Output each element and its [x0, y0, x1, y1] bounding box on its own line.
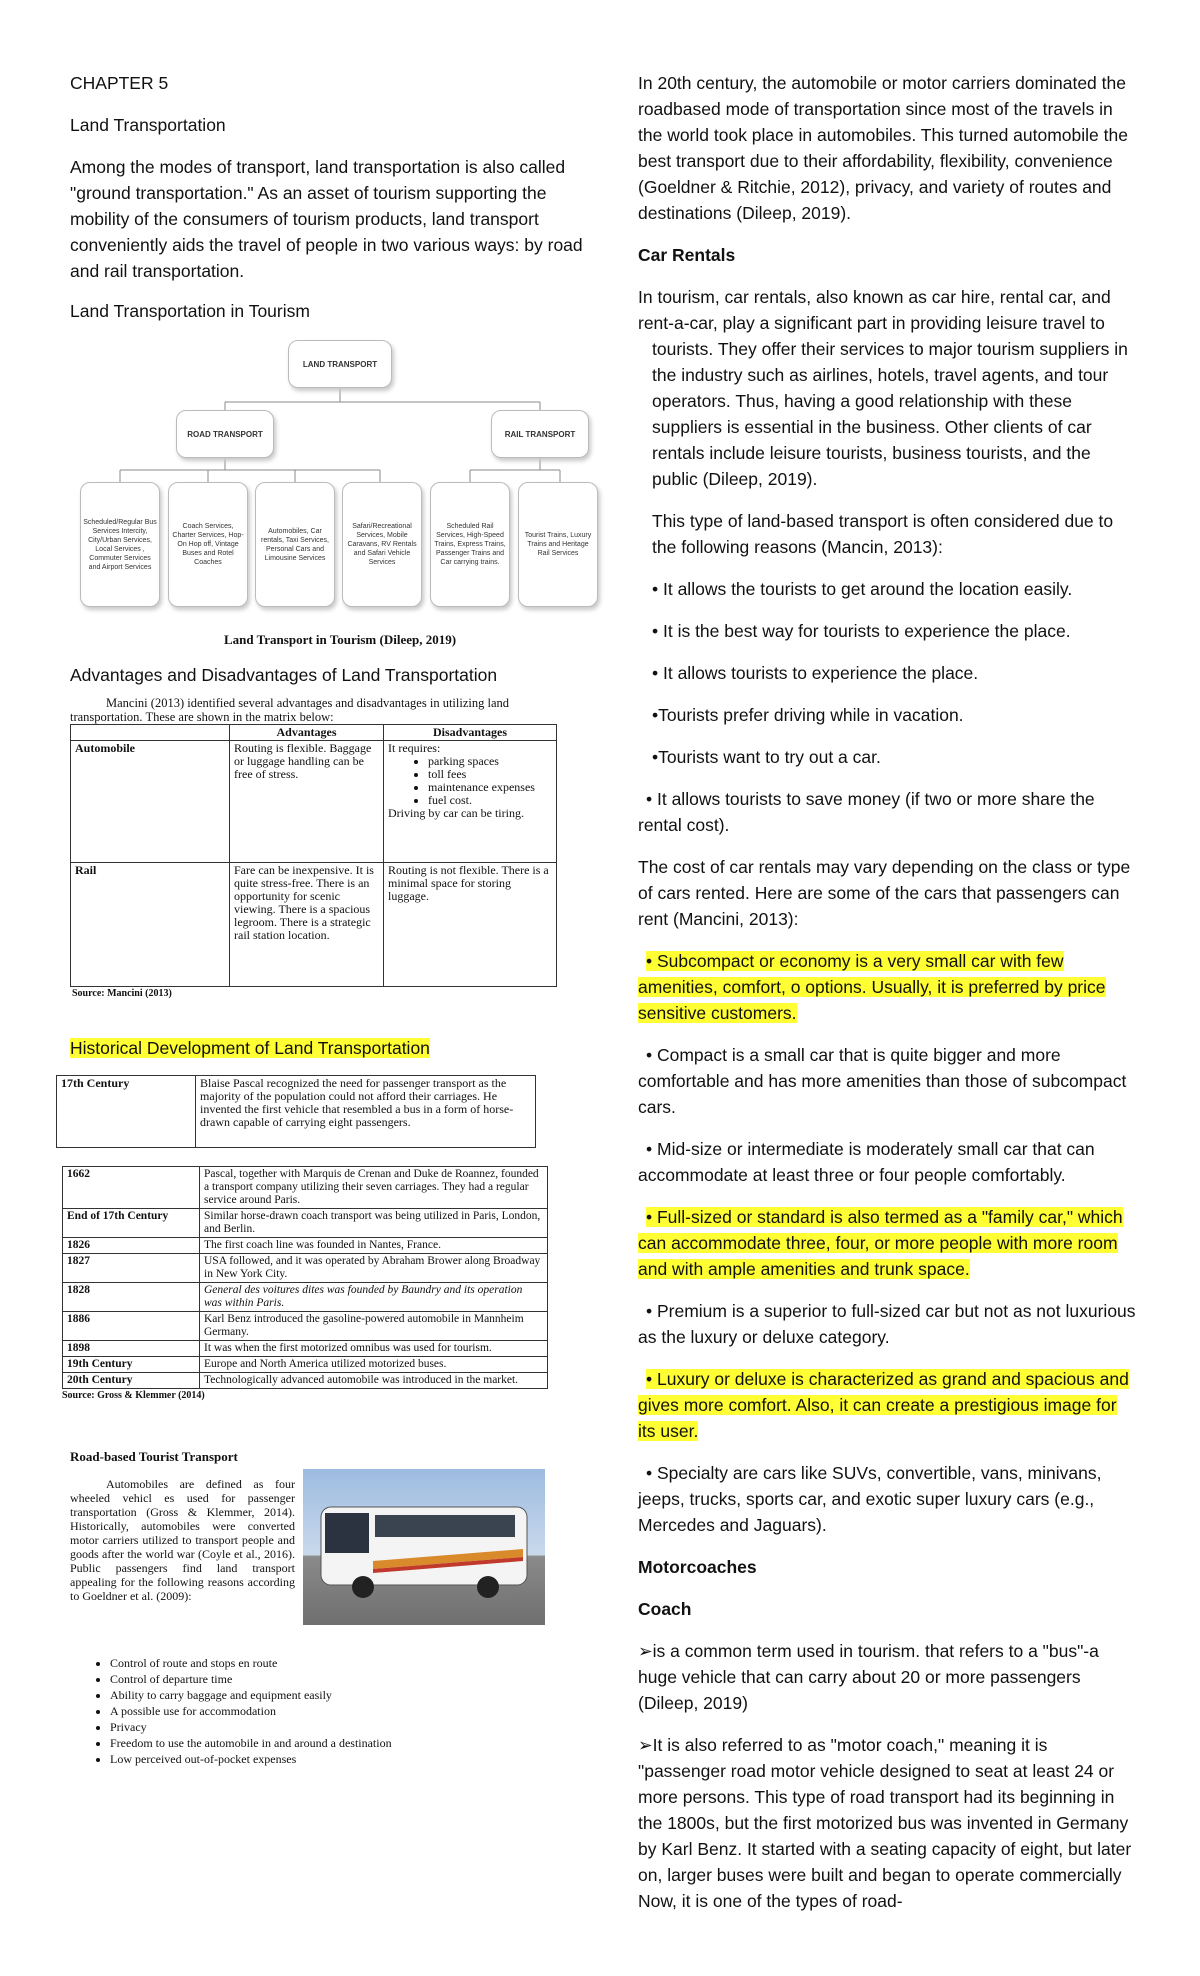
list-item: • fuel cost.: [428, 794, 552, 807]
rail-transport-node: RAIL TRANSPORT: [491, 410, 589, 458]
list-item: • Control of departure time: [110, 1671, 610, 1687]
reason-item: • It allows tourists to save money (if two or more share the rental cost).: [638, 789, 1095, 835]
reason-item: •Tourists prefer driving while in vacation.: [652, 705, 964, 725]
list-item: • Low perceived out-of-pocket expenses: [110, 1751, 610, 1767]
car-type-fullsize: • Full-sized or standard is also termed as a "family car," which can accommodate three, four, or more people with more room and with ample amenities and trunk space.: [638, 1207, 1123, 1279]
rail-advantages: Fare can be inexpensive. It is quite stress-free. There is an opportunity for scenic viewing. There is a spacious legroom. There is a strategic rail station location.: [230, 863, 384, 987]
list-item: • Control of route and stops en route: [110, 1655, 610, 1671]
history-text: It was when the first motorized omnibus was used for tourism.: [200, 1341, 548, 1357]
history-text: Karl Benz introduced the gasoline-powered automobile in Mannheim Germany.: [200, 1312, 548, 1341]
org-leaf: Scheduled Rail Services, High-Speed Trains, Express Trains, Passenger Trains and Car carrying trains.: [430, 482, 510, 607]
automobile-paragraph: In 20th century, the automobile or motor carriers dominated the roadbased mode of transportation since most of the travels in the world took place in automobiles. This turned automobile the best transport due to their affordability, flexibility, convenience (Goeldner & Ritchie, 2012), privacy, and variety of routes and destinations (Dileep, 2019).: [638, 73, 1128, 223]
history-label: 1826: [63, 1238, 200, 1254]
dis-end: Driving by car can be tiring.: [388, 806, 524, 820]
history-text: The first coach line was founded in Nantes, France.: [200, 1238, 548, 1254]
tourism-heading: Land Transportation in Tourism: [70, 301, 310, 321]
coach-paragraph-1: ➢is a common term used in tourism. that refers to a "bus"-a huge vehicle that can carry about 20 or more passengers (Dileep, 2019): [638, 1641, 1099, 1713]
car-rentals-heading: Car Rentals: [638, 245, 736, 265]
road-transport-node: ROAD TRANSPORT: [176, 410, 274, 458]
road-heading: Road-based Tourist Transport: [70, 1449, 238, 1464]
reason-item: • It allows the tourists to get around the location easily.: [652, 579, 1073, 599]
history-label: 1662: [63, 1167, 200, 1209]
adv-disadv-table: [70, 724, 557, 987]
motorcoaches-heading: Motorcoaches: [638, 1557, 757, 1577]
reason-item: •Tourists want to try out a car.: [652, 747, 881, 767]
adv-intro: Mancini (2013) identified several advantages and disadvantages in utilizing land transportation. These are shown in the matrix below:: [70, 696, 510, 724]
org-leaf: Scheduled/Regular Bus Services Intercity, City/Urban Services, Local Services , Commuter Services and Airport Services: [80, 482, 160, 607]
land-transport-org-chart: [70, 332, 610, 662]
history-table: [62, 1166, 548, 1389]
list-item: • Freedom to use the automobile in and around a destination: [110, 1735, 610, 1751]
org-leaf: Tourist Trains, Luxury Trains and Heritage Rail Services: [518, 482, 598, 607]
history-label: 20th Century: [63, 1373, 200, 1389]
automobile-advantages: Routing is flexible. Baggage or luggage handling can be free of stress.: [230, 741, 384, 863]
history-label: 1898: [63, 1341, 200, 1357]
tourist-coach-photo: [303, 1469, 545, 1625]
reason-item: • It allows tourists to experience the place.: [652, 663, 979, 683]
history-table-17th: [56, 1075, 536, 1148]
car-rentals-paragraph: In tourism, car rentals, also known as car hire, rental car, and rent-a-car, play a significant part in providing leisure travel to: [638, 287, 1111, 333]
history-text: Pascal, together with Marquis de Crenan and Duke de Roannez, founded a transport company utilizing their seven carriages. They had a regular service around Paris.: [200, 1167, 548, 1209]
org-leaf: Automobiles, Car rentals, Taxi Services, Personal Cars and Limousine Services: [255, 482, 335, 607]
land-transport-node: LAND TRANSPORT: [288, 340, 392, 388]
list-item: • Ability to carry baggage and equipment easily: [110, 1687, 610, 1703]
org-chart-caption: Land Transport in Tourism (Dileep, 2019): [223, 632, 457, 647]
history-text: General des voitures dites was founded by Baundry and its operation was within Paris.: [200, 1283, 548, 1312]
history-text: Europe and North America utilized motorized buses.: [200, 1357, 548, 1373]
car-type-compact: • Compact is a small car that is quite bigger and more comfortable and has more amenities than those of subcompact cars.: [638, 1045, 1127, 1117]
list-item: • maintenance expenses: [428, 781, 552, 794]
history-label: 19th Century: [63, 1357, 200, 1373]
coach-heading: Coach: [638, 1599, 692, 1619]
car-type-midsize: • Mid-size or intermediate is moderately small car that can accommodate at least three or four people comfortably.: [638, 1139, 1095, 1185]
road-text: Automobiles are defined as four wheeled vehicl es used for passenger transportation (Gross & Klemmer, 2014). Historically, automobiles were converted motor carriers utilized to transport people and goods after the world war (Coyle et al., 2016). Public passengers find land transport appealing for the following reasons according to Goeldner et al. (2009):: [70, 1477, 295, 1603]
car-type-luxury: • Luxury or deluxe is characterized as grand and spacious and gives more comfort. Also, it can create a prestigious image for its user.: [638, 1369, 1129, 1441]
reason-item: • It is the best way for tourists to experience the place.: [652, 621, 1071, 641]
history-text: Technologically advanced automobile was introduced in the market.: [200, 1373, 548, 1389]
car-type-premium: • Premium is a superior to full-sized car but not as not luxurious as the luxury or deluxe category.: [638, 1301, 1136, 1347]
adv-heading: Advantages and Disadvantages of Land Transportation: [70, 665, 498, 685]
table-source: Source: Mancini (2013): [72, 988, 172, 999]
history-label: End of 17th Century: [63, 1209, 200, 1238]
page-title: Land Transportation: [70, 115, 226, 135]
history-label: 1828: [63, 1283, 200, 1312]
history-label: 1886: [63, 1312, 200, 1341]
history-label: 1827: [63, 1254, 200, 1283]
table-header: [71, 725, 230, 741]
car-type-subcompact: • Subcompact or economy is a very small car with few amenities, comfort, o options. Usually, it is preferred by price sensitive customers.: [638, 951, 1106, 1023]
row-label-rail: Rail: [71, 863, 230, 987]
road-reasons-list: [70, 1655, 610, 1767]
history-source: Source: Gross & Klemmer (2014): [62, 1390, 205, 1401]
road-based-section: [70, 1449, 610, 1649]
history-label: 17th Century: [57, 1076, 196, 1148]
table-header: Advantages: [230, 725, 384, 741]
rail-disadvantages: Routing is not flexible. There is a minimal space for storing luggage.: [384, 863, 557, 987]
table-header: Disadvantages: [384, 725, 557, 741]
bus-icon: [303, 1469, 545, 1625]
coach-paragraph-2: ➢It is also referred to as "motor coach," meaning it is "passenger road motor vehicle designed to seat at least 24 or more persons. This type of road transport had its beginning in the 1800s, but the first motorized bus was invented in Germany by Karl Benz. It started with a seating capacity of eight, but later on, larger buses were built and began to operate commercially Now, it is one of the types of road-: [638, 1735, 1132, 1911]
reasons-intro: This type of land-based transport is often considered due to the following reasons (Mancin, 2013):: [652, 511, 1114, 557]
chapter-label: CHAPTER 5: [70, 73, 169, 93]
history-heading: Historical Development of Land Transportation: [70, 1038, 430, 1058]
list-item: • parking spaces: [428, 755, 552, 768]
left-column: [61, 70, 610, 1767]
row-label-automobile: Automobile: [71, 741, 230, 863]
org-leaf: Safari/Recreational Services, Mobile Caravans, RV Rentals and Safari Vehicle Services: [342, 482, 422, 607]
dis-intro: It requires:: [388, 741, 441, 755]
automobile-disadvantages: [384, 741, 557, 863]
car-rentals-paragraph-cont: tourists. They offer their services to major tourism suppliers in the industry such as airlines, hotels, travel agents, and tour operators. Thus, having a good relationship with these suppliers is essential in the business. Other clients of car rentals include leisure tourists, business tourists, and the public (Dileep, 2019).: [652, 339, 1128, 489]
intro-paragraph: Among the modes of transport, land transportation is also called "ground transportation." As an asset of tourism supporting the mobility of the consumers of tourism products, land transport conveniently aids the travel of people in two various ways: by road and rail transportation.: [70, 157, 583, 281]
history-text: USA followed, and it was operated by Abraham Brower along Broadway in New York City.: [200, 1254, 548, 1283]
right-column: [638, 70, 1138, 1930]
org-leaf: Coach Services, Charter Services, Hop-On Hop off, Vintage Buses and Rotel Coaches: [168, 482, 248, 607]
history-text: Similar horse-drawn coach transport was being utilized in Paris, London, and Berlin.: [200, 1209, 548, 1238]
car-cost-paragraph: The cost of car rentals may vary depending on the class or type of cars rented. Here are some of the cars that passengers can rent (Mancini, 2013):: [638, 857, 1131, 929]
history-text: Blaise Pascal recognized the need for passenger transport as the majority of the population could not afford their carriages. He invented the first vehicle that resembled a bus in a form of horse-drawn capable of carrying eight passengers.: [196, 1076, 536, 1148]
list-item: • Privacy: [110, 1719, 610, 1735]
list-item: • toll fees: [428, 768, 552, 781]
car-type-specialty: • Specialty are cars like SUVs, convertible, vans, minivans, jeeps, trucks, sports car, and exotic super luxury cars (e.g., Mercedes and Jaguars).: [638, 1463, 1102, 1535]
list-item: • A possible use for accommodation: [110, 1703, 610, 1719]
